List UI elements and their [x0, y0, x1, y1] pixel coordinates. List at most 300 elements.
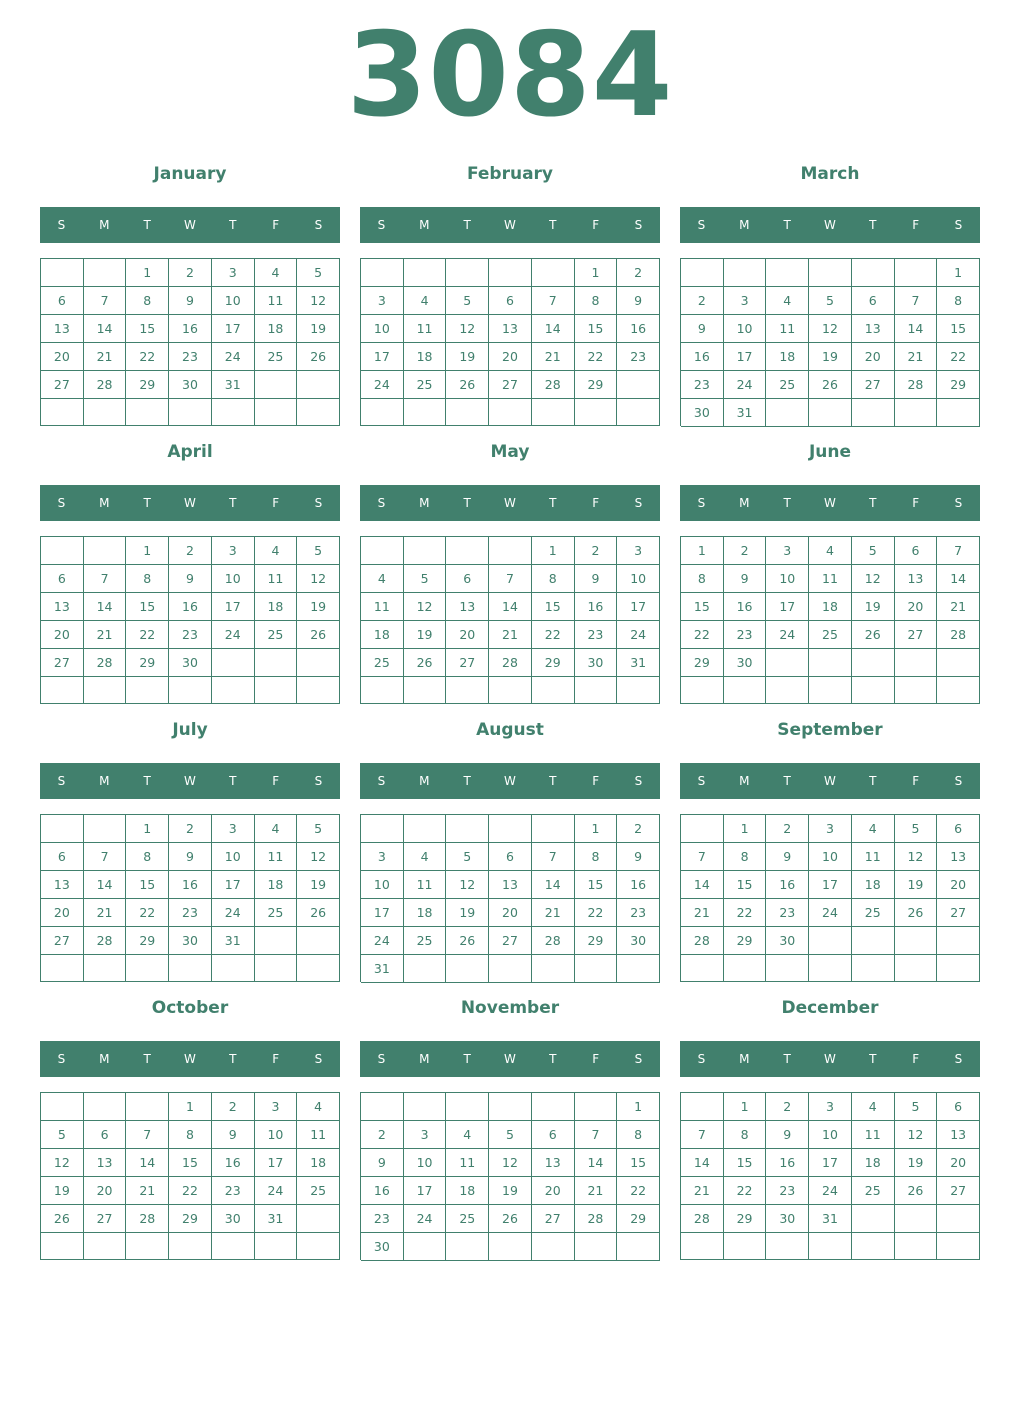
day-cell: 29 [575, 927, 618, 955]
day-cell: 24 [212, 621, 255, 649]
weekday-label: S [57, 774, 66, 788]
day-cell [532, 1233, 575, 1261]
day-cell: 2 [212, 1093, 255, 1121]
day-cell: 2 [169, 259, 212, 287]
weekday-header [40, 1041, 340, 1077]
day-cell [852, 1205, 895, 1233]
day-cell [809, 259, 852, 287]
day-cell: 5 [297, 815, 340, 843]
day-cell: 5 [852, 537, 895, 565]
day-cell: 10 [361, 871, 404, 899]
day-cell: 9 [169, 287, 212, 315]
weekday-label: S [697, 218, 706, 232]
day-grid [360, 258, 660, 426]
weekday-label: T [783, 218, 791, 232]
day-cell: 14 [681, 1149, 724, 1177]
weekday-label: W [504, 774, 516, 788]
day-cell: 7 [532, 843, 575, 871]
weekday-label: M [99, 1052, 110, 1066]
day-cell: 8 [126, 287, 169, 315]
month-march [680, 162, 980, 432]
day-cell: 12 [809, 315, 852, 343]
day-cell: 28 [681, 1205, 724, 1233]
day-cell: 20 [852, 343, 895, 371]
day-cell: 13 [937, 843, 980, 871]
day-cell: 20 [489, 343, 532, 371]
day-cell [41, 1093, 84, 1121]
day-cell: 2 [766, 815, 809, 843]
day-cell [489, 259, 532, 287]
day-cell: 8 [575, 287, 618, 315]
day-cell [489, 677, 532, 704]
day-cell [937, 955, 980, 982]
day-cell: 15 [937, 315, 980, 343]
weekday-label: W [504, 1052, 516, 1066]
day-cell: 9 [212, 1121, 255, 1149]
weekday-label: W [824, 496, 836, 510]
day-cell: 29 [169, 1205, 212, 1233]
day-cell: 20 [937, 871, 980, 899]
day-cell: 30 [169, 927, 212, 955]
weekday-label: T [229, 218, 237, 232]
day-cell [361, 399, 404, 426]
day-cell: 28 [84, 927, 127, 955]
day-cell: 27 [852, 371, 895, 399]
day-cell [297, 649, 340, 677]
day-cell: 3 [617, 537, 660, 565]
day-cell: 3 [724, 287, 767, 315]
day-cell: 24 [617, 621, 660, 649]
day-cell: 19 [297, 593, 340, 621]
day-cell: 28 [937, 621, 980, 649]
day-cell: 19 [297, 871, 340, 899]
day-cell [489, 815, 532, 843]
day-cell: 2 [617, 259, 660, 287]
day-cell: 25 [809, 621, 852, 649]
weekday-label: T [549, 218, 557, 232]
day-cell: 27 [41, 371, 84, 399]
day-cell: 6 [446, 565, 489, 593]
day-cell: 28 [532, 371, 575, 399]
day-cell: 4 [852, 815, 895, 843]
day-cell: 15 [575, 871, 618, 899]
day-cell [617, 955, 660, 983]
day-cell [575, 955, 618, 983]
day-cell: 18 [255, 871, 298, 899]
day-cell: 22 [937, 343, 980, 371]
weekday-label: W [504, 218, 516, 232]
day-cell: 2 [575, 537, 618, 565]
day-cell: 3 [809, 815, 852, 843]
day-cell [404, 677, 447, 704]
day-cell: 14 [681, 871, 724, 899]
day-cell: 25 [852, 899, 895, 927]
day-cell [255, 1233, 298, 1260]
day-cell [446, 399, 489, 426]
day-cell [617, 1233, 660, 1261]
day-cell: 25 [404, 927, 447, 955]
day-cell: 19 [446, 899, 489, 927]
day-cell: 21 [681, 1177, 724, 1205]
day-cell [297, 677, 340, 704]
day-cell: 17 [361, 343, 404, 371]
day-cell: 10 [361, 315, 404, 343]
day-cell: 4 [255, 815, 298, 843]
day-cell: 10 [212, 843, 255, 871]
day-cell: 13 [532, 1149, 575, 1177]
day-cell: 1 [126, 259, 169, 287]
day-cell: 4 [404, 287, 447, 315]
day-grid [40, 536, 340, 704]
day-cell: 11 [255, 843, 298, 871]
day-cell: 27 [84, 1205, 127, 1233]
day-cell: 24 [361, 927, 404, 955]
day-cell: 30 [766, 1205, 809, 1233]
day-cell: 4 [809, 537, 852, 565]
weekday-label: S [57, 218, 66, 232]
weekday-header [360, 1041, 660, 1077]
day-cell [937, 399, 980, 427]
weekday-label: W [184, 774, 196, 788]
day-cell: 22 [532, 621, 575, 649]
day-cell: 13 [937, 1121, 980, 1149]
day-cell: 12 [41, 1149, 84, 1177]
day-cell: 7 [84, 565, 127, 593]
day-cell: 28 [84, 371, 127, 399]
weekday-label: T [549, 774, 557, 788]
day-cell [404, 815, 447, 843]
weekday-label: S [314, 1052, 323, 1066]
day-cell [446, 955, 489, 983]
day-cell: 20 [41, 899, 84, 927]
day-cell [126, 677, 169, 704]
day-cell: 1 [937, 259, 980, 287]
day-grid [360, 536, 660, 704]
day-cell [575, 399, 618, 426]
day-cell: 25 [361, 649, 404, 677]
day-cell: 19 [895, 871, 938, 899]
day-cell: 27 [446, 649, 489, 677]
day-cell [575, 1233, 618, 1261]
day-cell: 26 [446, 927, 489, 955]
month-november [360, 996, 660, 1266]
day-cell: 29 [724, 1205, 767, 1233]
day-cell: 25 [255, 899, 298, 927]
day-cell: 31 [255, 1205, 298, 1233]
day-cell: 27 [41, 649, 84, 677]
weekday-label: S [634, 496, 643, 510]
day-cell [489, 955, 532, 983]
day-cell: 12 [446, 871, 489, 899]
day-cell: 25 [255, 343, 298, 371]
day-cell: 29 [724, 927, 767, 955]
day-cell: 29 [532, 649, 575, 677]
day-cell: 13 [41, 315, 84, 343]
day-cell: 22 [575, 899, 618, 927]
day-cell: 28 [489, 649, 532, 677]
day-cell: 31 [809, 1205, 852, 1233]
day-cell: 1 [126, 815, 169, 843]
day-cell: 23 [766, 899, 809, 927]
day-cell: 17 [404, 1177, 447, 1205]
day-cell [41, 955, 84, 982]
month-september [680, 718, 980, 988]
day-cell: 19 [852, 593, 895, 621]
weekday-label: M [419, 774, 430, 788]
weekday-label: F [592, 496, 600, 510]
day-cell: 24 [809, 899, 852, 927]
day-cell [937, 649, 980, 677]
day-cell: 14 [937, 565, 980, 593]
day-cell: 13 [41, 871, 84, 899]
weekday-header [680, 485, 980, 521]
day-cell [212, 955, 255, 982]
day-cell: 16 [766, 1149, 809, 1177]
weekday-label: T [869, 496, 877, 510]
weekday-label: T [463, 218, 471, 232]
day-cell: 23 [169, 621, 212, 649]
day-cell [404, 259, 447, 287]
day-cell [212, 399, 255, 426]
day-cell: 30 [169, 649, 212, 677]
month-name: December [781, 998, 879, 1018]
day-cell [361, 677, 404, 704]
month-name: January [153, 164, 227, 184]
day-cell [84, 537, 127, 565]
day-cell [489, 537, 532, 565]
day-cell [84, 1093, 127, 1121]
day-cell: 5 [446, 287, 489, 315]
day-cell: 9 [361, 1149, 404, 1177]
day-cell [809, 677, 852, 704]
day-cell: 19 [404, 621, 447, 649]
day-cell [575, 1093, 618, 1121]
day-cell: 14 [84, 871, 127, 899]
weekday-label: M [739, 496, 750, 510]
day-cell: 2 [361, 1121, 404, 1149]
day-cell: 22 [617, 1177, 660, 1205]
day-grid [40, 1092, 340, 1260]
day-cell: 15 [126, 871, 169, 899]
day-cell: 4 [297, 1093, 340, 1121]
day-cell: 28 [681, 927, 724, 955]
day-cell [297, 927, 340, 955]
day-cell [681, 815, 724, 843]
day-cell [404, 399, 447, 426]
day-grid [680, 814, 980, 982]
month-january [40, 162, 340, 432]
weekday-label: T [463, 496, 471, 510]
day-cell [532, 259, 575, 287]
day-cell: 3 [212, 815, 255, 843]
day-cell [446, 815, 489, 843]
day-cell: 18 [361, 621, 404, 649]
day-cell [169, 677, 212, 704]
day-cell: 11 [766, 315, 809, 343]
weekday-label: S [954, 218, 963, 232]
day-cell: 27 [937, 899, 980, 927]
day-cell: 26 [895, 899, 938, 927]
day-cell: 18 [852, 1149, 895, 1177]
day-cell: 31 [617, 649, 660, 677]
day-cell: 8 [126, 843, 169, 871]
day-cell: 21 [895, 343, 938, 371]
day-cell: 3 [212, 259, 255, 287]
day-cell: 11 [255, 565, 298, 593]
day-cell: 4 [255, 537, 298, 565]
day-cell: 15 [724, 871, 767, 899]
day-cell [617, 677, 660, 704]
weekday-label: W [504, 496, 516, 510]
month-name: May [490, 442, 530, 462]
day-cell [895, 1205, 938, 1233]
month-name: June [808, 442, 852, 462]
day-cell: 26 [809, 371, 852, 399]
day-cell: 20 [489, 899, 532, 927]
day-cell: 23 [617, 343, 660, 371]
day-cell: 18 [852, 871, 895, 899]
day-cell: 18 [446, 1177, 489, 1205]
day-cell: 6 [937, 1093, 980, 1121]
day-cell: 15 [532, 593, 575, 621]
weekday-label: T [869, 218, 877, 232]
weekday-label: T [549, 496, 557, 510]
day-cell: 29 [575, 371, 618, 399]
day-cell: 31 [212, 927, 255, 955]
day-cell: 9 [681, 315, 724, 343]
day-grid [680, 1092, 980, 1260]
day-cell [169, 955, 212, 982]
day-cell [895, 955, 938, 982]
day-cell [126, 399, 169, 426]
day-cell [575, 677, 618, 704]
day-cell: 15 [681, 593, 724, 621]
day-cell: 13 [446, 593, 489, 621]
day-cell: 13 [489, 315, 532, 343]
day-cell [41, 815, 84, 843]
day-cell: 2 [766, 1093, 809, 1121]
day-cell: 10 [404, 1149, 447, 1177]
month-october [40, 996, 340, 1266]
day-cell: 15 [617, 1149, 660, 1177]
day-cell: 11 [361, 593, 404, 621]
day-cell: 8 [532, 565, 575, 593]
day-cell: 17 [361, 899, 404, 927]
day-cell: 6 [532, 1121, 575, 1149]
day-cell: 7 [895, 287, 938, 315]
weekday-label: S [954, 774, 963, 788]
day-cell: 24 [809, 1177, 852, 1205]
day-cell: 21 [126, 1177, 169, 1205]
day-cell [809, 399, 852, 427]
day-cell: 1 [681, 537, 724, 565]
day-cell [532, 677, 575, 704]
day-cell: 26 [297, 899, 340, 927]
weekday-label: W [824, 218, 836, 232]
weekday-label: F [272, 1052, 280, 1066]
day-cell: 30 [766, 927, 809, 955]
day-cell [809, 927, 852, 955]
weekday-label: S [57, 496, 66, 510]
day-cell: 9 [766, 1121, 809, 1149]
day-cell: 22 [126, 343, 169, 371]
day-cell [255, 371, 298, 399]
day-cell: 14 [84, 593, 127, 621]
day-cell: 20 [937, 1149, 980, 1177]
day-cell [895, 927, 938, 955]
day-cell: 3 [361, 843, 404, 871]
day-cell: 11 [852, 1121, 895, 1149]
day-cell [297, 371, 340, 399]
weekday-label: W [824, 774, 836, 788]
day-cell [895, 677, 938, 704]
day-cell [84, 1233, 127, 1260]
day-cell: 16 [361, 1177, 404, 1205]
month-name: April [167, 442, 213, 462]
day-cell: 3 [361, 287, 404, 315]
day-cell: 18 [404, 343, 447, 371]
day-cell: 23 [575, 621, 618, 649]
day-cell: 12 [297, 287, 340, 315]
day-cell [895, 1233, 938, 1260]
day-cell: 14 [575, 1149, 618, 1177]
day-cell: 6 [41, 287, 84, 315]
day-cell: 26 [489, 1205, 532, 1233]
day-cell [126, 955, 169, 982]
day-cell [617, 399, 660, 426]
day-cell: 23 [724, 621, 767, 649]
day-cell: 20 [84, 1177, 127, 1205]
day-cell: 15 [126, 593, 169, 621]
day-cell: 8 [724, 843, 767, 871]
day-cell: 27 [41, 927, 84, 955]
day-cell: 22 [681, 621, 724, 649]
day-cell: 23 [212, 1177, 255, 1205]
day-cell [84, 259, 127, 287]
day-cell [212, 1233, 255, 1260]
weekday-label: M [739, 218, 750, 232]
weekday-header [680, 1041, 980, 1077]
day-cell: 31 [361, 955, 404, 983]
day-cell: 5 [297, 259, 340, 287]
day-cell: 20 [895, 593, 938, 621]
day-cell: 18 [255, 593, 298, 621]
weekday-label: F [912, 1052, 920, 1066]
day-cell: 8 [617, 1121, 660, 1149]
day-cell [255, 399, 298, 426]
day-cell: 10 [255, 1121, 298, 1149]
day-cell: 29 [126, 927, 169, 955]
day-cell [895, 649, 938, 677]
day-cell [41, 259, 84, 287]
day-cell [937, 677, 980, 704]
day-cell: 18 [809, 593, 852, 621]
day-cell: 26 [297, 621, 340, 649]
day-cell [255, 927, 298, 955]
day-cell [84, 677, 127, 704]
month-name: October [151, 998, 229, 1018]
day-cell: 5 [809, 287, 852, 315]
weekday-label: M [419, 218, 430, 232]
day-cell [766, 399, 809, 427]
day-cell [361, 1093, 404, 1121]
day-cell [361, 815, 404, 843]
day-cell: 8 [724, 1121, 767, 1149]
day-cell [852, 649, 895, 677]
day-cell: 30 [212, 1205, 255, 1233]
day-cell: 13 [84, 1149, 127, 1177]
day-cell: 15 [724, 1149, 767, 1177]
